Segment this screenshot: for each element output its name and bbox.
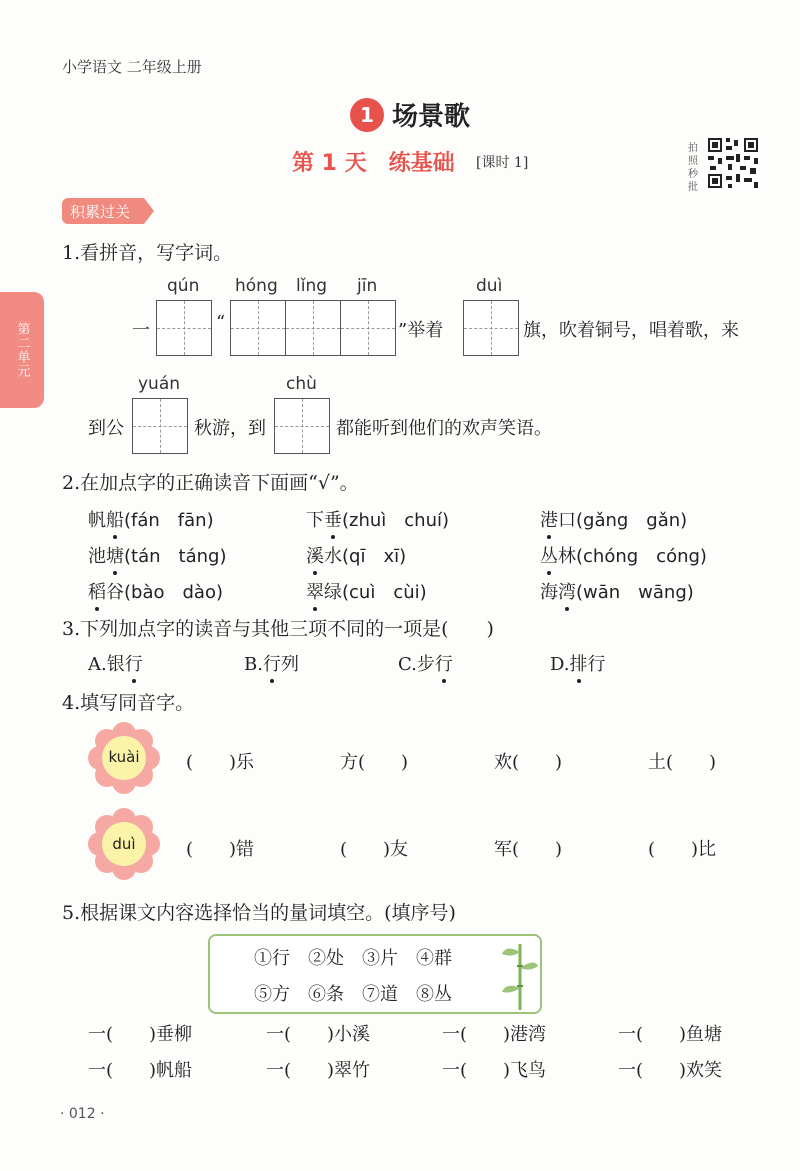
q4-prompt: 4.填写同音字。 (62, 692, 195, 714)
blank-item[interactable]: ( )乐 (186, 752, 255, 773)
char: 帆 (88, 510, 106, 531)
blank-item[interactable]: 欢( ) (494, 752, 563, 773)
blank-item[interactable]: ( )错 (186, 839, 255, 860)
reading-item (540, 578, 694, 604)
sentence-text: 到公 (88, 418, 124, 439)
char: 谷 (106, 582, 124, 603)
reading-options[interactable]: (qī xī) (342, 546, 407, 567)
section-tag: 积累过关 (62, 198, 144, 224)
blank-item[interactable]: 一( )飞鸟 (442, 1060, 547, 1081)
period-label: [课时 1] (476, 155, 529, 171)
reading-item (88, 578, 223, 604)
char: 海 (540, 582, 558, 603)
qr-code-icon[interactable] (706, 136, 760, 190)
blank-item[interactable]: 一( )垂柳 (88, 1024, 193, 1045)
option-d[interactable] (550, 650, 606, 676)
dotted-char: 行 (434, 654, 453, 675)
blank-item[interactable]: 一( )欢笑 (618, 1060, 723, 1081)
reading-item (306, 578, 427, 604)
dotted-char: 港 (540, 510, 558, 531)
reading-options[interactable]: (tán táng) (124, 546, 227, 567)
lesson-heading (350, 96, 470, 133)
reading-item (88, 542, 226, 568)
reading-options[interactable]: (wān wāng) (576, 582, 694, 603)
writing-box[interactable] (463, 300, 519, 356)
choices-row: ①行 ②处 ③片 ④群 (254, 948, 452, 969)
q2-prompt: 2.在加点字的正确读音下面画“√”。 (62, 472, 359, 494)
char: 林 (558, 546, 576, 567)
option-b[interactable] (244, 650, 299, 676)
blank-item[interactable]: 军( ) (494, 839, 563, 860)
bamboo-icon (500, 938, 538, 1010)
dotted-char: 行 (124, 654, 143, 675)
reading-options[interactable]: (chóng cóng) (576, 546, 707, 567)
pinyin: yuán (138, 374, 181, 394)
blank-item[interactable]: 一( )翠竹 (266, 1060, 371, 1081)
option-c[interactable] (398, 650, 453, 676)
option-text: 列 (280, 654, 299, 675)
open-quote: “ (216, 312, 226, 333)
dotted-char: 排 (569, 654, 588, 675)
sentence-text: ”举着 (398, 320, 444, 341)
pinyin: qún (167, 276, 200, 296)
q5-prompt: 5.根据课文内容选择恰当的量词填空。(填序号) (62, 902, 456, 924)
option-text: D. (550, 654, 570, 675)
reading-options[interactable]: (zhuì chuí) (342, 510, 450, 531)
blank-item[interactable]: 一( )港湾 (442, 1024, 547, 1045)
dotted-char: 丛 (540, 546, 558, 567)
dotted-char: 行 (262, 654, 281, 675)
pinyin: duì (476, 276, 503, 296)
reading-options[interactable]: (cuì cùi) (342, 582, 427, 603)
dotted-char: 垂 (324, 510, 342, 531)
char: 水 (324, 546, 342, 567)
pinyin: hóng (235, 276, 278, 296)
sentence-text: 一 (132, 320, 150, 341)
reading-options[interactable]: (fán fān) (124, 510, 214, 531)
option-a[interactable] (88, 650, 143, 676)
pinyin: jīn (357, 276, 378, 296)
sentence-text: 都能听到他们的欢声笑语。 (336, 418, 552, 439)
blank-item[interactable]: 一( )帆船 (88, 1060, 193, 1081)
dotted-char: 船 (106, 510, 124, 531)
reading-item (540, 542, 707, 568)
char: 池 (88, 546, 106, 567)
q1-prompt: 1.看拼音，写字词。 (62, 242, 233, 264)
blank-item[interactable]: 一( )小溪 (266, 1024, 371, 1045)
flower-pinyin: kuài (108, 748, 140, 766)
blank-item[interactable]: 方( ) (340, 752, 409, 773)
q3-prompt: 3.下列加点字的读音与其他三项不同的一项是( ) (62, 618, 494, 640)
reading-item (88, 506, 214, 532)
page-number: · 012 · (60, 1106, 105, 1122)
scan-label: 拍照秒批 (688, 143, 698, 193)
reading-item (540, 506, 687, 532)
blank-item[interactable]: ( )友 (340, 839, 409, 860)
blank-item[interactable]: ( )比 (648, 839, 717, 860)
dotted-char: 溪 (306, 546, 324, 567)
pinyin: lǐng (296, 276, 328, 296)
dotted-char: 稻 (88, 582, 106, 603)
reading-item (306, 542, 406, 568)
option-text: B. (244, 654, 263, 675)
unit-side-tab (0, 292, 44, 408)
writing-box[interactable] (156, 300, 212, 356)
dotted-char: 翠 (306, 582, 324, 603)
char: 口 (558, 510, 576, 531)
dotted-char: 湾 (558, 582, 576, 603)
lesson-title: 场景歌 (392, 102, 471, 132)
choices-row: ⑤方 ⑥条 ⑦道 ⑧丛 (254, 984, 452, 1005)
measure-word-box (208, 934, 542, 1014)
char: 下 (306, 510, 324, 531)
blank-item[interactable]: 一( )鱼塘 (618, 1024, 723, 1045)
flower-pinyin: duì (112, 835, 136, 853)
day-title: 第 1 天 练基础 (292, 151, 455, 176)
reading-item (306, 506, 449, 532)
writing-box[interactable] (274, 398, 330, 454)
blank-item[interactable]: 土( ) (648, 752, 717, 773)
option-text: 行 (587, 654, 606, 675)
option-text: C.步 (398, 654, 435, 675)
option-text: A.银 (88, 654, 125, 675)
book-title: 小学语文 二年级上册 (62, 58, 202, 76)
sentence-text: 旗，吹着铜号，唱着歌，来 (523, 320, 739, 341)
unit-side-label: 第二单元 (14, 322, 30, 378)
char: 绿 (324, 582, 342, 603)
reading-options[interactable]: (bào dào) (124, 582, 223, 603)
writing-box[interactable] (132, 398, 188, 454)
writing-box[interactable] (230, 300, 396, 356)
dotted-char: 塘 (106, 546, 124, 567)
pinyin: chù (286, 374, 317, 394)
sentence-text: 秋游，到 (194, 418, 266, 439)
reading-options[interactable]: (gǎng gǎn) (576, 510, 688, 531)
lesson-number: 1 (350, 98, 384, 132)
